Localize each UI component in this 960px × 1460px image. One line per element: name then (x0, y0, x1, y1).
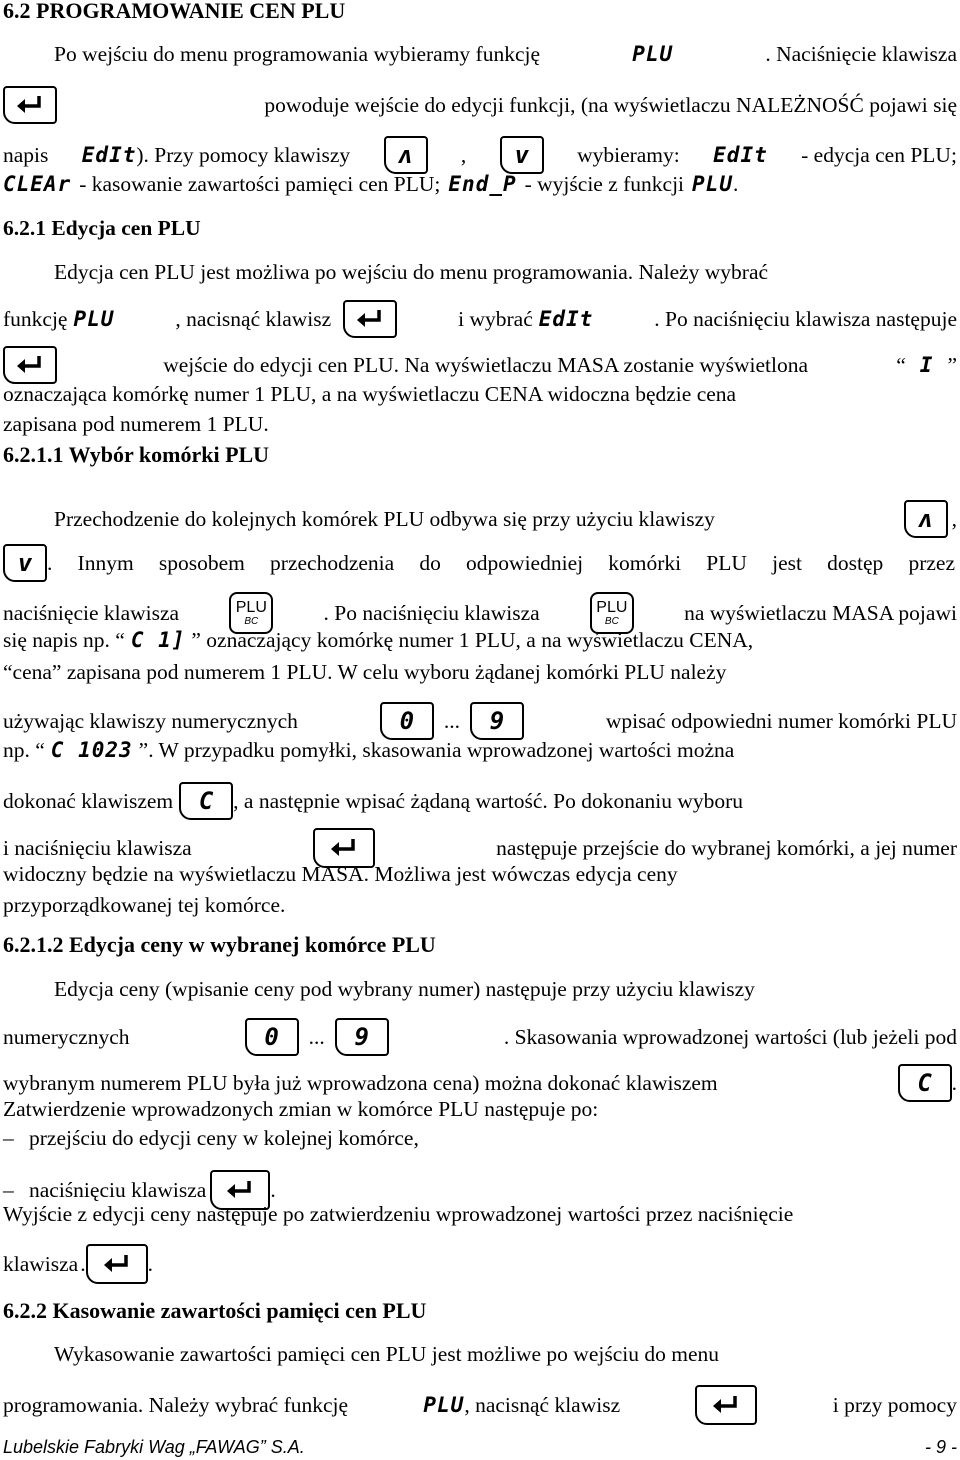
paragraph-line: CLEAr - kasowanie zawartości pamięci cen PLU; End_P - wyjście z funkcji PLU . (3, 172, 739, 196)
paragraph-line: oznaczająca komórkę numer 1 PLU, a na wyświetlaczu CENA widoczna będzie cena (3, 382, 737, 406)
bullet-dash: – (3, 1126, 14, 1150)
enter-key-icon (3, 346, 57, 384)
up-arrow-key-icon: ʌ (904, 500, 948, 538)
display-c1: C 1] (130, 628, 186, 652)
footer-page-number: - 9 - (924, 1437, 957, 1457)
paragraph-line: widoczny będzie na wyświetlaczu MASA. Możliwa jest wówczas edycja ceny (3, 862, 678, 886)
nine-key-icon: 9 (335, 1018, 389, 1056)
paragraph-line: klawisza . . (3, 1244, 153, 1284)
paragraph-line: używając klawiszy numerycznych 0 ... 9 wpisać odpowiedni numer komórki PLU (3, 702, 957, 740)
paragraph-line: v . Innym sposobem przechodzenia do odpowiedniej komórki PLU jest dostęp przez (3, 544, 955, 582)
bullet-item: – naciśnięciu klawisza . (3, 1170, 276, 1210)
paragraph-line: i naciśnięciu klawisza następuje przejście do wybranej komórki, a jej numer (3, 828, 957, 868)
paragraph-line: dokonać klawiszem C , a następnie wpisać żądaną wartość. Po dokonaniu wyboru (3, 782, 743, 820)
down-arrow-key-icon: v (3, 544, 47, 582)
display-plu: PLU (692, 172, 733, 196)
display-edit: EdIt (81, 143, 137, 167)
display-c1023: C 1023 (50, 738, 133, 762)
clear-key-icon: C (898, 1064, 952, 1102)
display-edit: EdIt (713, 143, 768, 167)
plu-bc-key-icon: PLU BC (590, 592, 634, 634)
paragraph-line: Przechodzenie do kolejnych komórek PLU odbywa się przy użyciu klawiszy ʌ , (54, 500, 957, 538)
paragraph-line: programowania. Należy wybrać funkcję PLU , nacisnąć klawisz i przy pomocy (3, 1385, 957, 1425)
bullet-dash: – (3, 1178, 14, 1202)
section-title-6-2-1-1: 6.2.1.1 Wybór komórki PLU (3, 442, 270, 467)
enter-key-icon (86, 1244, 148, 1284)
section-title-6-2-2: 6.2.2 Kasowanie zawartości pamięci cen PLU (3, 1298, 427, 1323)
paragraph-line: wybranym numerem PLU była już wprowadzona cena) można dokonać klawiszem C . (3, 1064, 957, 1102)
nine-key-icon: 9 (470, 702, 524, 740)
footer-company: Lubelskie Fabryki Wag „FAWAG” S.A. (3, 1437, 305, 1457)
up-arrow-key-icon: ʌ (384, 136, 428, 174)
clear-key-icon: C (179, 782, 233, 820)
paragraph-line: zapisana pod numerem 1 PLU. (3, 412, 269, 436)
bullet-item: – przejściu do edycji ceny w kolejnej komórce, (3, 1126, 419, 1150)
enter-key-icon (695, 1385, 757, 1425)
display-clear: CLEAr (3, 172, 72, 196)
paragraph-line: powoduje wejście do edycji funkcji, (na wyświetlaczu NALEŻNOŚĆ pojawi się (3, 86, 957, 124)
paragraph-line: Wyjście z edycji ceny następuje po zatwierdzeniu wprowadzonej wartości przez naciśnięcie (3, 1202, 794, 1226)
display-plu: PLU (632, 42, 674, 66)
zero-key-icon: 0 (380, 702, 434, 740)
enter-key-icon (343, 300, 397, 338)
paragraph-line: napis EdIt ). Przy pomocy klawiszy ʌ , v wybieramy: EdIt - edycja cen PLU; (3, 136, 957, 174)
paragraph-line: funkcję PLU , nacisnąć klawisz i wybrać EdIt . Po naciśnięciu klawisza następuje (3, 300, 957, 338)
paragraph-line: Edycja ceny (wpisanie ceny pod wybrany numer) następuje przy użyciu klawiszy (54, 977, 755, 1001)
section-title-6-2-1: 6.2.1 Edycja cen PLU (3, 216, 201, 240)
paragraph-line: “cena” zapisana pod numerem 1 PLU. W celu wyboru żądanej komórki PLU należy (3, 660, 727, 684)
down-arrow-key-icon: v (500, 136, 544, 174)
paragraph-line: Zatwierdzenie wprowadzonych zmian w komórce PLU następuje po: (3, 1097, 599, 1121)
paragraph-line: Edycja cen PLU jest możliwa po wejściu do menu programowania. Należy wybrać (54, 260, 769, 284)
paragraph-line: wejście do edycji cen PLU. Na wyświetlaczu MASA zostanie wyświetlona “ I ” (3, 346, 957, 384)
paragraph-line: np. “ C 1023 ”. W przypadku pomyłki, skasowania wprowadzonej wartości można (3, 738, 735, 762)
paragraph-line: naciśnięcie klawisza PLU BC . Po naciśnięciu klawisza PLU BC na wyświetlaczu MASA pojawi (3, 592, 957, 634)
zero-key-icon: 0 (245, 1018, 299, 1056)
display-end-p: End_P (448, 172, 517, 196)
display-plu: PLU (73, 307, 115, 331)
page-footer (3, 1437, 957, 1458)
paragraph-line: Wykasowanie zawartości pamięci cen PLU jest możliwe po wejściu do menu (54, 1342, 719, 1366)
enter-key-icon (3, 86, 57, 124)
display-edit: EdIt (538, 307, 594, 331)
section-title-6-2-1-2: 6.2.1.2 Edycja ceny w wybranej komórce PLU (3, 932, 436, 957)
section-title-6-2: 6.2 PROGRAMOWANIE CEN PLU (3, 0, 346, 23)
display-one: I (919, 353, 934, 377)
display-plu: PLU (423, 1393, 465, 1417)
paragraph-line: Po wejściu do menu programowania wybieramy funkcję PLU . Naciśnięcie klawisza (54, 42, 957, 66)
paragraph-line: się napis np. “ C 1] ” oznaczający komórkę numer 1 PLU, a na wyświetlaczu CENA, (3, 628, 754, 652)
paragraph-line: numerycznych 0 ... 9 . Skasowania wprowadzonej wartości (lub jeżeli pod (3, 1018, 957, 1056)
paragraph-line: przyporządkowanej tej komórce. (3, 893, 286, 917)
plu-bc-key-icon: PLU BC (229, 592, 273, 634)
